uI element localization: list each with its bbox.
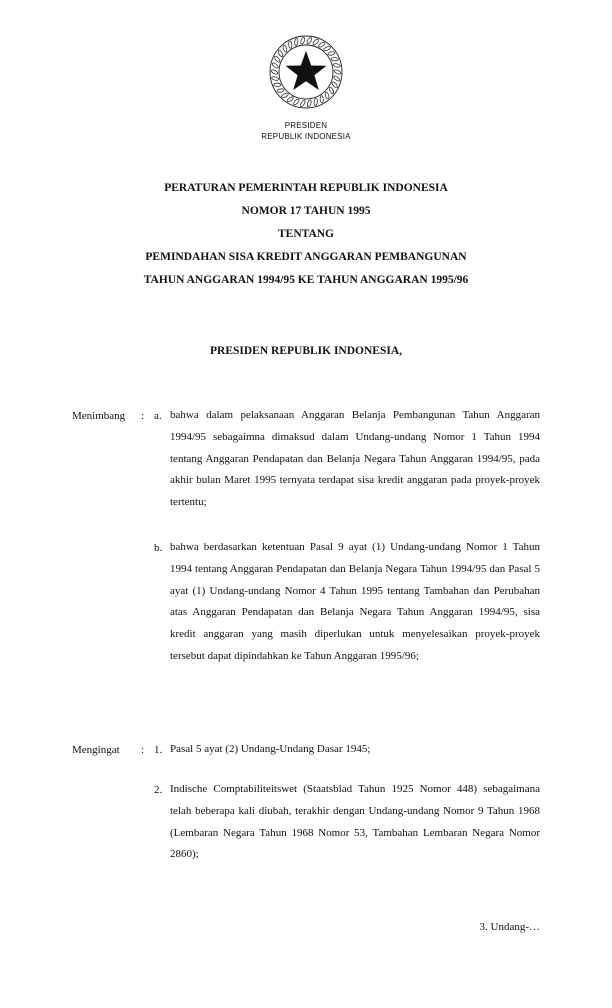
menimbang-item-a-marker: a. xyxy=(154,410,162,422)
garuda-star-emblem-icon xyxy=(266,32,346,112)
mengingat-item-1-marker: 1. xyxy=(154,744,163,756)
mengingat-item-2-marker: 2. xyxy=(154,784,163,796)
regulation-about: TENTANG xyxy=(277,228,335,240)
regulation-number: NOMOR 17 TAHUN 1995 xyxy=(241,205,371,217)
menimbang-label: Menimbang xyxy=(72,410,126,422)
menimbang-colon: : xyxy=(141,410,145,422)
issuer-line-republic: REPUBLIK INDONESIA xyxy=(261,132,351,141)
menimbang-item-a-text: bahwa dalam pelaksanaan Anggaran Belanja Pembangunan Tahun Anggaran 1994/95 sebagaimna dimaksud dalam Undang-undang Nomor 1 Tahun 1994 tentang Anggaran Pendapatan dan Belanja Negara Tahun Anggaran 1994/95, pada akhir bulan Maret 1995 ternyata terdapat sisa kredit anggaran pada proyek-proyek tertentu; xyxy=(170,409,540,509)
mengingat-label: Mengingat xyxy=(72,744,120,756)
regulation-subject-line-2: TAHUN ANGGARAN 1994/95 KE TAHUN ANGGARAN 1995/96 xyxy=(143,274,469,286)
issuer-heading: PRESIDEN REPUBLIK INDONESIA, xyxy=(209,345,403,357)
menimbang-item-b-marker: b. xyxy=(154,542,163,554)
issuer-line-president: PRESIDEN xyxy=(284,121,328,130)
mengingat-item-1-text: Pasal 5 ayat (2) Undang-Undang Dasar 1945; xyxy=(170,743,371,755)
mengingat-item-2-text: Indische Comptabiliteitswet (Staatsblad Tahun 1925 Nomor 448) sebagaimana telah beberapa kali diubah, terakhir dengan Undang-undang Nomor 9 Tahun 1968 (Lembaran Negara Tahun 1968 Nomor 53, Tambahan Lembaran Negara Nomor 2860); xyxy=(170,783,540,861)
regulation-title-line-1: PERATURAN PEMERINTAH REPUBLIK INDONESIA xyxy=(164,182,448,194)
regulation-subject-line-1: PEMINDAHAN SISA KREDIT ANGGARAN PEMBANGUNAN xyxy=(145,251,467,263)
page-continuation: 3. Undang-… xyxy=(479,921,540,933)
menimbang-item-b-text: bahwa berdasarkan ketentuan Pasal 9 ayat (1) Undang-undang Nomor 1 Tahun 1994 tentang Anggaran Pendapatan dan Belanja Negara Tahun 1994/95 dan Pasal 5 ayat (1) Undang-undang Nomor 4 Tahun 1995 tentang Tambahan dan Perubahan atas Anggaran Pendapatan dan Belanja Negara Tahun Anggaran 1994/95, sisa kredit anggaran yang masih diperlukan untuk menyelesaikan proyek-proyek tersebut dapat dipindahkan ke Tahun Anggaran 1995/96; xyxy=(170,541,540,662)
mengingat-colon: : xyxy=(141,744,145,756)
